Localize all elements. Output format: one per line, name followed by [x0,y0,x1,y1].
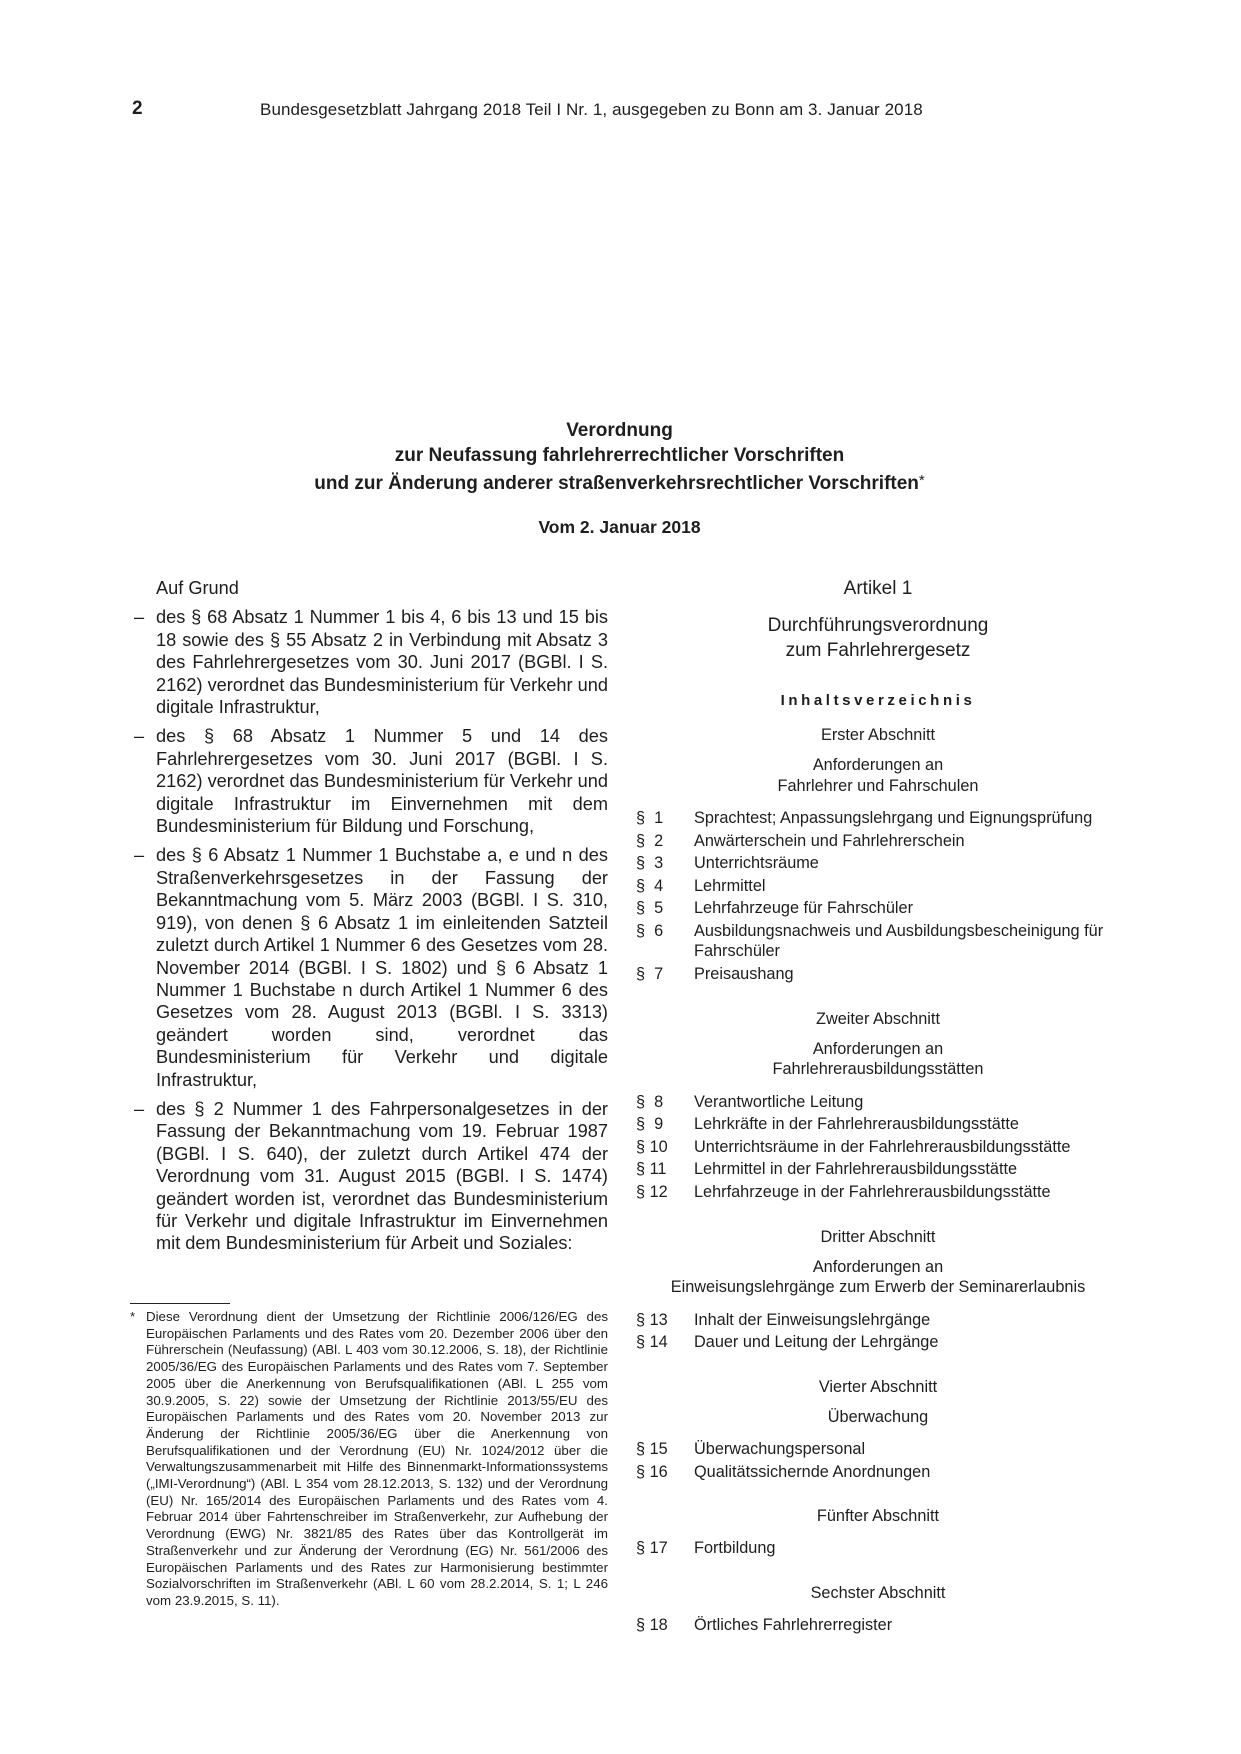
toc-item[interactable] [636,853,1120,873]
toc-item-number: § 11 [636,1160,667,1179]
title-line-3 [232,468,1007,496]
title-line-1: Verordnung [566,420,673,441]
article-heading: Artikel 1 [843,578,913,599]
toc-item-text: Preisaushang [694,964,794,983]
bullet-dash: – [134,1098,145,1119]
preamble-item-text: des § 2 Nummer 1 des Fahrpersonalgesetzes in der Fassung der Bekanntmachung vom 19. Februar 1987 (BGBl. I S. 640), der zuletzt durch Artikel 474 der Verordnung vom 31. August 2015 (BGBl. I S. 1474) geändert worden ist, verordnet das Bundesministerium für Verkehr und digitale Infrastruktur im Einvernehmen mit dem Bundesministerium für Arbeit und Soziales: [156,1098,608,1254]
preamble-intro: Auf Grund [156,578,239,598]
toc-item[interactable] [636,1114,1120,1134]
toc-item-number: § 14 [636,1333,668,1352]
section-heading: Zweiter Abschnitt [816,1009,940,1028]
footnote [130,1309,608,1610]
toc-item-number: § 13 [636,1310,668,1329]
toc-section [636,1227,1120,1353]
toc-item-text: Unterrichtsräume [694,854,819,873]
preamble-item-text: des § 6 Absatz 1 Nummer 1 Buchstabe a, e und n des Straßenverkehrsgesetzes in der Fassung der Bekanntmachung vom 5. März 2003 (BGBl. I S. 310, 919), von denen § 6 Absatz 1 im einleitenden Satzteil zuletzt durch Artikel 1 Nummer 6 des Gesetzes vom 28. November 2014 (BGBl. I S. 1802) und § 6 Absatz 1 Nummer 1 Buchstabe n durch Artikel 1 Nummer 6 des Gesetzes vom 28. August 2013 (BGBl. I S. 3313) geändert worden sind, verordnet das Bundesministerium für Verkehr und digitale Infrastruktur, [156,845,608,1090]
section-title [636,755,1120,796]
footnote-marker: * [130,1309,136,1324]
toc-item-text: Dauer und Leitung der Lehrgänge [694,1333,939,1352]
section-title [636,1039,1120,1080]
toc-item-text: Lehrfahrzeuge für Fahrschüler [694,899,914,918]
toc-item[interactable] [636,1092,1120,1112]
toc-list [636,1092,1120,1203]
section-title-line: Überwachung [827,1407,929,1426]
toc-item[interactable] [636,1159,1120,1179]
section-heading: Sechster Abschnitt [810,1584,946,1602]
toc-item-text: Anwärterschein und Fahrlehrerschein [694,831,965,850]
toc-section [636,1506,1120,1558]
toc-item-text: Lehrmittel in der Fahrlehrerausbildungsstätte [694,1160,1018,1179]
preamble-item [130,606,608,718]
toc-item[interactable] [636,1332,1120,1352]
preamble-item-text: des § 68 Absatz 1 Nummer 5 und 14 des Fahrlehrergesetzes vom 30. Juni 2017 (BGBl. I S. 2162) verordnet das Bundesministerium für Verkehr und digitale Infrastruktur im Einvernehmen mit dem Bundesministerium für Bildung und Forschung, [156,726,608,837]
toc-item-number: § 10 [636,1137,668,1156]
toc-item[interactable] [636,831,1120,851]
preamble-item [130,1098,608,1255]
toc-item-text: Überwachungspersonal [694,1440,866,1459]
toc-item-text: Ausbildungsnachweis und Ausbildungsbescheinigung für Fahrschüler [694,921,1104,961]
toc-item-text: Lehrmittel [694,876,766,895]
title-line-3-text: und zur Änderung anderer straßenverkehrsrechtlicher Vorschriften [314,473,919,494]
toc-item-text: Lehrkräfte in der Fahrlehrerausbildungsstätte [694,1115,1019,1134]
toc-item-number: § 16 [636,1462,668,1481]
section-title-line: Fahrlehrerausbildungsstätten [772,1060,984,1079]
bullet-dash: – [134,726,145,747]
toc-item-number: § 6 [636,921,664,940]
toc-item-text: Verantwortliche Leitung [694,1092,864,1111]
running-header: Bundesgesetzblatt Jahrgang 2018 Teil I Nr. 1, ausgegeben zu Bonn am 3. Januar 2018 [260,100,923,119]
preamble-item [130,725,608,837]
toc-item-text: Fortbildung [694,1539,776,1558]
section-title-line: Anforderungen an [812,1039,944,1058]
article-title-line-2: zum Fahrlehrergesetz [785,640,971,661]
toc-item-number: § 8 [636,1092,664,1111]
toc-item[interactable] [636,1310,1120,1330]
article-title [636,613,1120,663]
footnote-text: Diese Verordnung dient der Umsetzung der Richtlinie 2006/126/EG des Europäischen Parlaments und des Rates vom 20. Dezember 2006 über den Führerschein (Neufassung) (ABl. L 403 vom 30.12.2006, S. 18), der Richtlinie 2005/36/EG des Europäischen Parlaments und des Rates vom 7. September 2005 über die Anerkennung von Berufsqualifikationen (ABl. L 255 vom 30.9.2005, S. 22) sowie der Umsetzung der Richtlinie 2013/55/EU des Europäischen Parlaments und des Rates vom 20. November 2013 zur Änderung der Richtlinie 2005/36/EG über die Anerkennung von Berufsqualifikationen und der Verordnung (EU) Nr. 1024/2012 über die Verwaltungszusammenarbeit mit Hilfe des Binnenmarkt-Informationssystems („IMI-Verordnung“) (ABl. L 354 vom 28.12.2013, S. 132) und der Verordnung (EU) Nr. 165/2014 des Europäischen Parlaments und des Rates vom 4. Februar 2014 über Fahrtenschreiber im Straßenverkehr, zur Aufhebung der Verordnung (EWG) Nr. 3821/85 des Rates über das Kontrollgerät im Straßenverkehr und zur Änderung der Verordnung (EG) Nr. 561/2006 des Europäischen Parlaments und des Rates zur Harmonisierung bestimmter Sozialvorschriften im Straßenverkehr (ABl. L 60 vom 28.2.2014, S. 1; L 246 vom 23.9.2015, S. 11). [146,1309,608,1608]
toc-item-number: § 4 [636,876,664,895]
article-column [636,577,1120,1638]
toc-item[interactable] [636,964,1120,984]
toc-list [636,1615,1120,1635]
footnote-reference: * [918,472,925,489]
toc-item[interactable] [636,808,1120,828]
section-title-line: Einweisungslehrgänge zum Erwerb der Seminarerlaubnis [670,1278,1086,1297]
toc-heading: Inhaltsverzeichnis [780,692,976,709]
toc-item[interactable] [636,876,1120,896]
toc-item-text: Unterrichtsräume in der Fahrlehrerausbildungsstätte [694,1137,1071,1156]
page-number: 2 [132,98,143,119]
toc-item-number: § 7 [636,964,664,983]
toc-item[interactable] [636,898,1120,918]
section-title-line: Fahrlehrer und Fahrschulen [777,776,979,795]
bullet-dash: – [134,607,145,628]
bullet-dash: – [134,845,145,866]
toc-item-number: § 15 [636,1440,668,1459]
toc-item[interactable] [636,921,1120,962]
toc-section [636,1583,1120,1635]
toc-item-text: Inhalt der Einweisungslehrgänge [694,1310,931,1329]
toc-item[interactable] [636,1615,1120,1635]
toc-list [636,1310,1120,1353]
toc-item[interactable] [636,1137,1120,1157]
preamble-item [130,844,608,1090]
toc-list [636,1439,1120,1482]
toc-list [636,1538,1120,1558]
toc-item-number: § 5 [636,899,664,918]
toc-section [636,1009,1120,1203]
section-title-line: Anforderungen an [812,1257,944,1276]
toc-list [636,808,1120,984]
toc-section [636,725,1120,984]
toc-item-number: § 17 [636,1539,668,1558]
section-title [636,1257,1120,1298]
toc-item[interactable] [636,1439,1120,1459]
toc-item-text: Örtliches Fahrlehrerregister [694,1616,893,1634]
toc-item[interactable] [636,1462,1120,1482]
footnote-divider [130,1303,230,1304]
section-heading: Vierter Abschnitt [818,1377,938,1396]
toc-item-number: § 1 [636,809,664,827]
section-title [636,1407,1120,1428]
toc-item-number: § 9 [636,1115,664,1134]
section-heading: Dritter Abschnitt [820,1227,936,1246]
article-title-line-1: Durchführungsverordnung [767,615,989,636]
section-title-line: Anforderungen an [812,756,944,774]
document-title [232,418,1007,538]
toc-section [636,1377,1120,1483]
toc-item-text: Sprachtest; Anpassungslehrgang und Eignungsprüfung [694,809,1093,827]
toc-item-number: § 18 [636,1616,668,1634]
toc-item-text: Lehrfahrzeuge in der Fahrlehrerausbildungsstätte [694,1182,1051,1201]
document-date: Vom 2. Januar 2018 [538,517,701,537]
preamble-item-text: des § 68 Absatz 1 Nummer 1 bis 4, 6 bis 13 und 15 bis 18 sowie des § 55 Absatz 2 in Verbindung mit Absatz 3 des Fahrlehrergesetzes vom 30. Juni 2017 (BGBl. I S. 2162) verordnet das Bundesministerium für Verkehr und digitale Infrastruktur, [156,607,608,718]
toc-item-number: § 12 [636,1182,668,1201]
toc-item-number: § 3 [636,854,664,873]
section-heading: Erster Abschnitt [820,726,936,744]
title-line-2: zur Neufassung fahrlehrerrechtlicher Vorschriften [394,445,845,466]
section-heading: Fünfter Abschnitt [816,1507,940,1526]
toc-item-number: § 2 [636,831,664,850]
preamble-column [130,577,608,1262]
toc-item[interactable] [636,1182,1120,1202]
toc-item-text: Qualitätssichernde Anordnungen [694,1462,931,1481]
toc-item[interactable] [636,1538,1120,1558]
